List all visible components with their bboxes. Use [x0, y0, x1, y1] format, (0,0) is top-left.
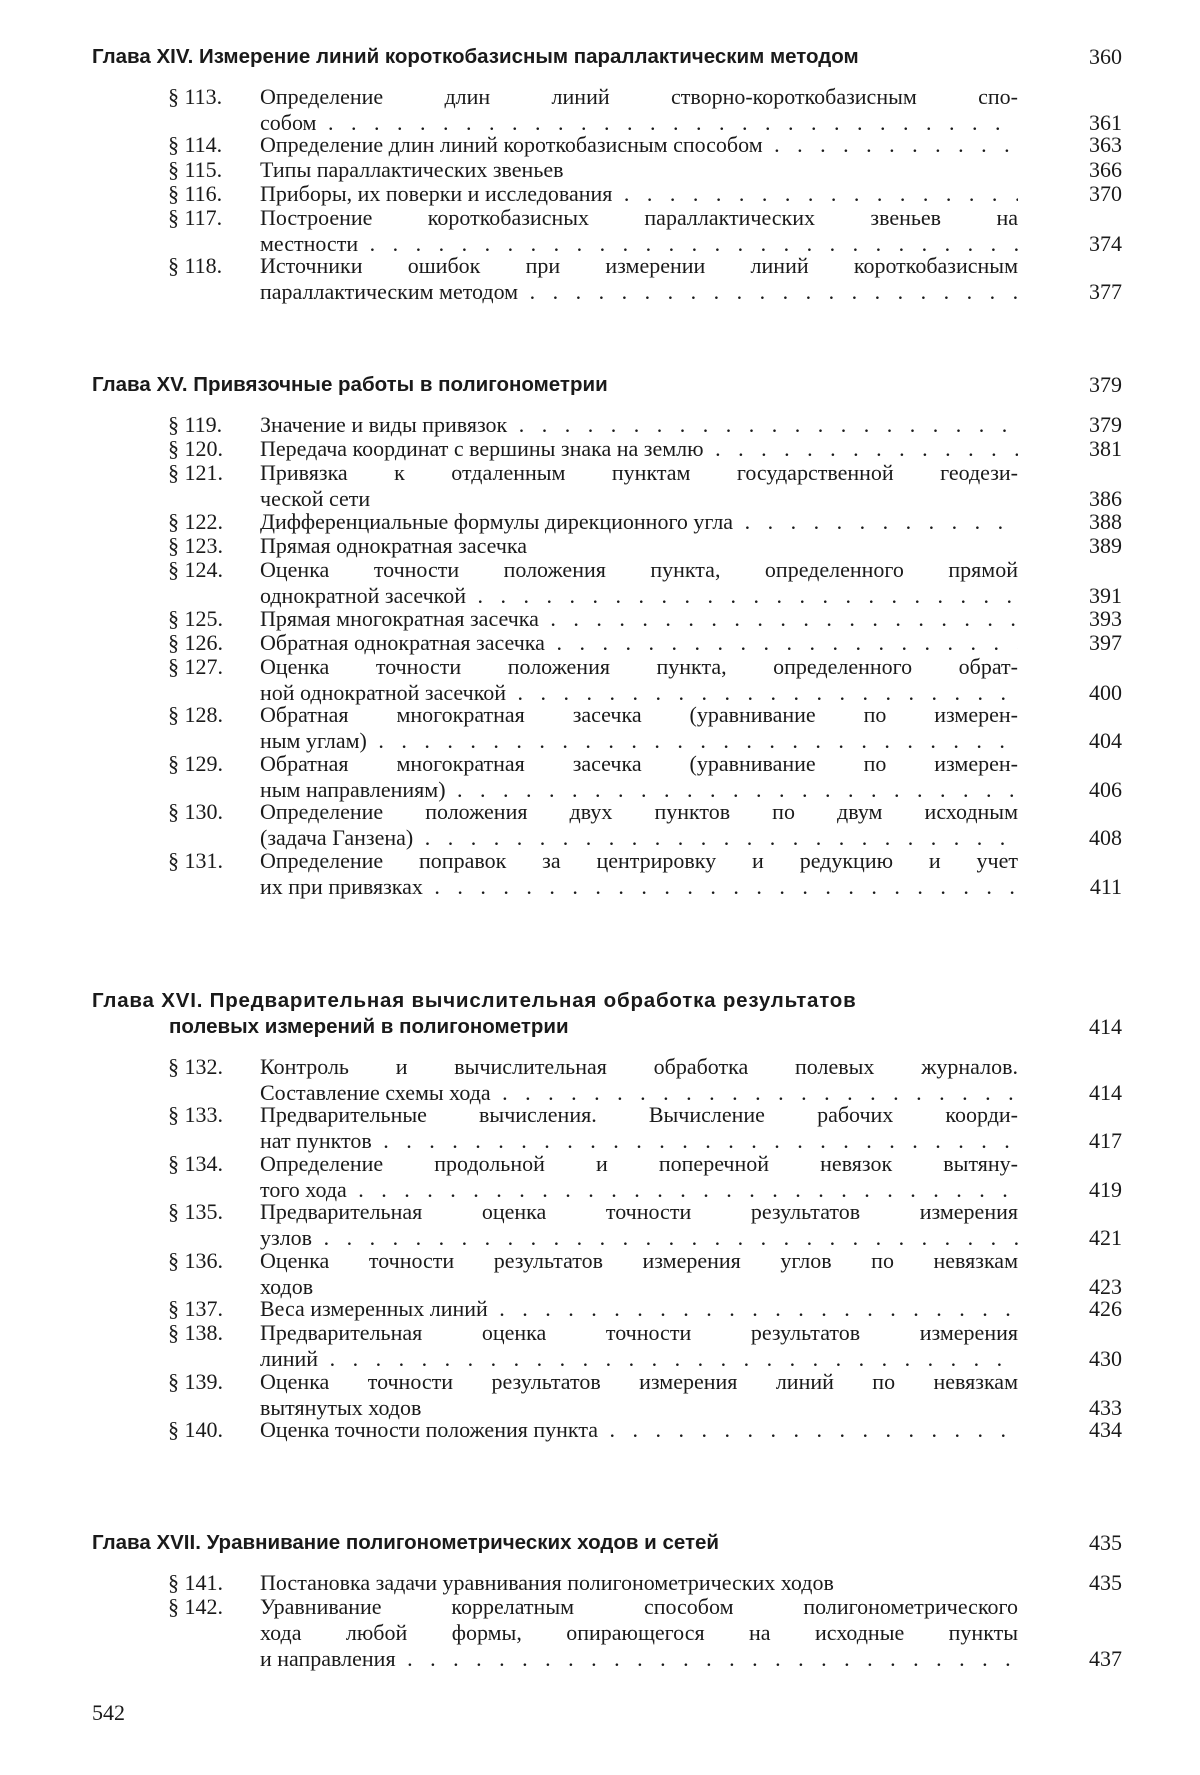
section-title-line: Оценка точности результатов измерения линий по невязкам: [260, 1368, 1018, 1394]
section-title-line: Определение поправок за центрировку и редукцию и учет: [260, 847, 1018, 873]
section-title-line: хода любой формы, опирающегося на исходные пункты: [260, 1620, 1018, 1646]
toc-entry[interactable]: [168, 1248, 1122, 1300]
section-number: § 138.: [168, 1320, 223, 1346]
section-title-line: Дифференциальные формулы дирекционного угла . . .: [260, 509, 1018, 535]
toc-entry[interactable]: [168, 181, 1122, 207]
toc-entry[interactable]: [168, 1594, 1122, 1672]
section-page-number: 414: [1089, 1080, 1122, 1105]
section-title-line: Обратная многократная засечка (уравнивание по измерен-: [260, 702, 1018, 728]
section-number: § 131.: [168, 847, 223, 873]
section-title: [260, 557, 1018, 609]
toc-entry[interactable]: [168, 799, 1122, 851]
section-title-line: параллактическим методом . . .: [260, 279, 1018, 305]
chapter-page-number: 360: [1089, 44, 1122, 69]
section-title: [260, 1248, 1018, 1300]
section-title-line: Обратная однократная засечка . . .: [260, 630, 1018, 656]
section-title-line: Предварительная оценка точности результатов измерения: [260, 1199, 1018, 1225]
toc-entry[interactable]: [168, 84, 1122, 136]
chapter-4: [92, 1530, 1122, 1556]
section-title: [260, 799, 1018, 851]
section-title: [260, 1369, 1018, 1421]
section-page-number: 379: [1089, 412, 1122, 437]
section-title: [260, 848, 1018, 900]
toc-entry[interactable]: [168, 533, 1122, 559]
section-title-line: вытянутых ходов: [260, 1394, 422, 1420]
toc-entry[interactable]: [168, 460, 1122, 512]
section-title-line: ным направлениям) . . .: [260, 777, 1018, 803]
section-page-number: 377: [1089, 279, 1122, 305]
section-title-line: и направления . . .: [260, 1646, 1018, 1672]
toc-entry[interactable]: [168, 606, 1122, 632]
section-number: § 123.: [168, 533, 223, 558]
chapter-title-line: Глава XVI. Предварительная вычислительная обработка результатов: [92, 989, 857, 1012]
section-title-line: Постановка задачи уравнивания полигонометрических ходов: [260, 1570, 834, 1595]
section-number: § 117.: [168, 205, 223, 230]
section-title: [260, 1296, 1018, 1322]
section-page-number: 389: [1089, 533, 1122, 558]
section-title: [260, 205, 1018, 257]
section-title-line: однократной засечкой . . .: [260, 583, 1018, 609]
section-page-number: 437: [1089, 1646, 1122, 1672]
chapter-heading: [92, 44, 1122, 70]
chapter-title: [92, 988, 1022, 1040]
toc-entry[interactable]: [168, 1320, 1122, 1372]
section-title-line: нат пунктов . . .: [260, 1128, 1018, 1154]
toc-entry[interactable]: [168, 557, 1122, 609]
section-number: § 121.: [168, 460, 223, 486]
section-title-line: линий . . .: [260, 1346, 1018, 1372]
section-title-line: Определение продольной и поперечной невязок вытяну-: [260, 1150, 1018, 1176]
chapter-heading: [92, 372, 1122, 398]
section-title-line: Прямая многократная засечка . . .: [260, 606, 1018, 632]
toc-entry[interactable]: [168, 848, 1122, 900]
toc-entry[interactable]: [168, 509, 1122, 535]
section-title: [260, 751, 1018, 803]
toc-entry[interactable]: [168, 157, 1122, 183]
section-number: § 118.: [168, 253, 223, 279]
section-title-line: Контроль и вычислительная обработка полевых журналов.: [260, 1054, 1018, 1079]
section-number: § 119.: [168, 412, 223, 437]
section-title-line: (задача Ганзена) . . .: [260, 825, 1018, 851]
section-title-line: ной однократной засечкой . . .: [260, 680, 1018, 706]
section-number: § 125.: [168, 605, 223, 631]
section-page-number: 361: [1089, 110, 1122, 135]
toc-entry[interactable]: [168, 1151, 1122, 1203]
section-title-line: Составление схемы хода . . .: [260, 1080, 1018, 1106]
section-title-line: Построение короткобазисных параллактических звеньев на: [260, 205, 1018, 230]
section-title-line: Определение длин линий короткобазисным способом . . .: [260, 132, 1018, 158]
page-footer-number: 542: [92, 1700, 125, 1725]
toc-entry[interactable]: [168, 1417, 1122, 1443]
section-number: § 140.: [168, 1417, 223, 1442]
toc-entry[interactable]: [168, 654, 1122, 706]
section-title-line: Оценка точности результатов измерения углов по невязкам: [260, 1247, 1018, 1273]
section-title: [260, 1570, 1018, 1596]
section-page-number: 391: [1089, 583, 1122, 609]
chapter-2: [92, 372, 1122, 398]
section-number: § 126.: [168, 629, 223, 655]
section-page-number: 423: [1089, 1273, 1122, 1299]
section-title-line: Предварительные вычисления. Вычисление рабочих коорди-: [260, 1102, 1018, 1128]
section-number: § 135.: [168, 1199, 223, 1225]
section-number: § 133.: [168, 1102, 223, 1128]
section-title-line: их при привязках . . .: [260, 874, 1018, 900]
section-title: [260, 436, 1018, 462]
section-page-number: 419: [1089, 1176, 1122, 1202]
section-title-line: Определение положения двух пунктов по двум исходным: [260, 799, 1018, 825]
section-number: § 127.: [168, 654, 223, 679]
section-page-number: 381: [1089, 436, 1122, 462]
section-number: § 142.: [168, 1594, 223, 1620]
section-title: [260, 460, 1018, 512]
section-page-number: 400: [1089, 680, 1122, 705]
section-number: § 128.: [168, 702, 223, 728]
section-number: § 122.: [168, 508, 223, 534]
toc-entry[interactable]: [168, 436, 1122, 462]
section-title-line: Обратная многократная засечка (уравнивание по измерен-: [260, 750, 1018, 776]
toc-entry[interactable]: [168, 412, 1122, 438]
section-title-line: собом . . .: [260, 110, 1018, 136]
toc-entry[interactable]: [168, 1570, 1122, 1596]
section-title: [260, 702, 1018, 754]
section-number: § 113.: [168, 84, 223, 109]
section-title: [260, 84, 1018, 136]
section-title-line: узлов . . .: [260, 1225, 1018, 1251]
section-title-line: Определение длин линий створно-короткобазисным спо-: [260, 84, 1018, 109]
section-page-number: 433: [1089, 1394, 1122, 1420]
section-page-number: 426: [1089, 1296, 1122, 1321]
chapter-heading: [92, 988, 1122, 1040]
section-page-number: 421: [1089, 1225, 1122, 1251]
section-title: [260, 1151, 1018, 1203]
section-title-line: Приборы, их поверки и исследования . . .: [260, 181, 1018, 207]
section-title-line: Передача координат с вершины знака на землю . . .: [260, 436, 1018, 462]
section-page-number: 434: [1089, 1417, 1122, 1442]
section-number: § 132.: [168, 1054, 223, 1079]
toc-entry[interactable]: [168, 1296, 1122, 1322]
section-title-line: Оценка точности положения пункта, определенного прямой: [260, 557, 1018, 583]
section-title-line: Типы параллактических звеньев: [260, 156, 564, 182]
section-title-line: местности . . .: [260, 231, 1018, 257]
section-number: § 129.: [168, 750, 223, 776]
section-page-number: 435: [1089, 1570, 1122, 1595]
chapter-page-number: 414: [1089, 1014, 1122, 1039]
section-page-number: 404: [1089, 728, 1122, 754]
section-title: [260, 253, 1018, 305]
toc-entry[interactable]: [168, 630, 1122, 656]
section-number: § 139.: [168, 1368, 223, 1394]
section-title-line: ным углам) . . .: [260, 728, 1018, 754]
chapter-3: [92, 988, 1122, 1040]
section-page-number: 370: [1089, 180, 1122, 206]
section-number: § 115.: [168, 156, 223, 182]
section-title: [260, 533, 1018, 559]
section-title: [260, 654, 1018, 706]
section-page-number: 388: [1089, 508, 1122, 534]
toc-entry[interactable]: [168, 702, 1122, 754]
section-title-line: Привязка к отдаленным пунктам государственной геодези-: [260, 460, 1018, 486]
toc-entry[interactable]: [168, 1102, 1122, 1154]
section-title: [260, 181, 1018, 207]
section-page-number: 411: [1089, 873, 1122, 899]
section-title-line: Предварительная оценка точности результатов измерения: [260, 1320, 1018, 1346]
toc-entry[interactable]: [168, 205, 1122, 257]
section-page-number: 386: [1089, 486, 1122, 512]
section-page-number: 397: [1089, 629, 1122, 655]
section-number: § 141.: [168, 1570, 223, 1595]
section-title: [260, 630, 1018, 656]
section-title: [260, 1417, 1018, 1443]
section-title-line: того хода . . .: [260, 1177, 1018, 1203]
section-title-line: Значение и виды привязок . . .: [260, 412, 1018, 438]
toc-entry[interactable]: [168, 1369, 1122, 1421]
section-number: § 114.: [168, 132, 223, 158]
section-title-line: Оценка точности положения пункта . . .: [260, 1417, 1018, 1443]
toc-entry[interactable]: [168, 751, 1122, 803]
section-title-line: Оценка точности положения пункта, определенного обрат-: [260, 654, 1018, 679]
section-number: § 116.: [168, 180, 223, 206]
section-page-number: 366: [1089, 156, 1122, 182]
section-title-line: Прямая однократная засечка: [260, 533, 528, 558]
section-title: [260, 1054, 1018, 1106]
chapter-title: Глава XIV. Измерение линий короткобазисным параллактическим методом: [92, 45, 859, 68]
section-title: [260, 1199, 1018, 1251]
toc-entry[interactable]: [168, 253, 1122, 305]
section-title-line: ческой сети: [260, 486, 371, 512]
toc-entry[interactable]: [168, 1199, 1122, 1251]
section-page-number: 393: [1089, 605, 1122, 631]
section-number: § 136.: [168, 1247, 223, 1273]
section-title: [260, 412, 1018, 438]
section-page-number: 417: [1089, 1128, 1122, 1154]
section-title: [260, 1102, 1018, 1154]
section-title: [260, 132, 1018, 158]
section-title: [260, 1320, 1018, 1372]
toc-entry[interactable]: [168, 132, 1122, 158]
section-title: [260, 157, 1018, 183]
chapter-page-number: 379: [1089, 372, 1122, 397]
section-number: § 120.: [168, 436, 223, 462]
section-page-number: 430: [1089, 1346, 1122, 1372]
chapter-title: Глава XV. Привязочные работы в полигонометрии: [92, 373, 608, 396]
toc-entry[interactable]: [168, 1054, 1122, 1106]
section-page-number: 374: [1089, 231, 1122, 256]
chapter-title: Глава XVII. Уравнивание полигонометрических ходов и сетей: [92, 1531, 720, 1554]
section-title-line: Уравнивание коррелатным способом полигонометрического: [260, 1594, 1018, 1620]
chapter-heading: [92, 1530, 1122, 1556]
section-number: § 124.: [168, 557, 223, 583]
section-title: [260, 509, 1018, 535]
section-title: [260, 1594, 1018, 1672]
section-title-line: Источники ошибок при измерении линий короткобазисным: [260, 253, 1018, 279]
section-title-line: Веса измеренных линий . . .: [260, 1296, 1018, 1322]
section-page-number: 406: [1089, 776, 1122, 802]
section-title: [260, 606, 1018, 632]
section-page-number: 363: [1089, 132, 1122, 158]
section-number: § 134.: [168, 1150, 223, 1176]
chapter-page-number: 435: [1089, 1530, 1122, 1555]
section-number: § 130.: [168, 799, 223, 825]
section-page-number: 408: [1089, 825, 1122, 851]
section-title-line: ходов: [260, 1273, 314, 1299]
chapter-1: [92, 44, 1122, 70]
section-number: § 137.: [168, 1296, 223, 1321]
chapter-title-line: полевых измерений в полигонометрии: [169, 1015, 569, 1038]
